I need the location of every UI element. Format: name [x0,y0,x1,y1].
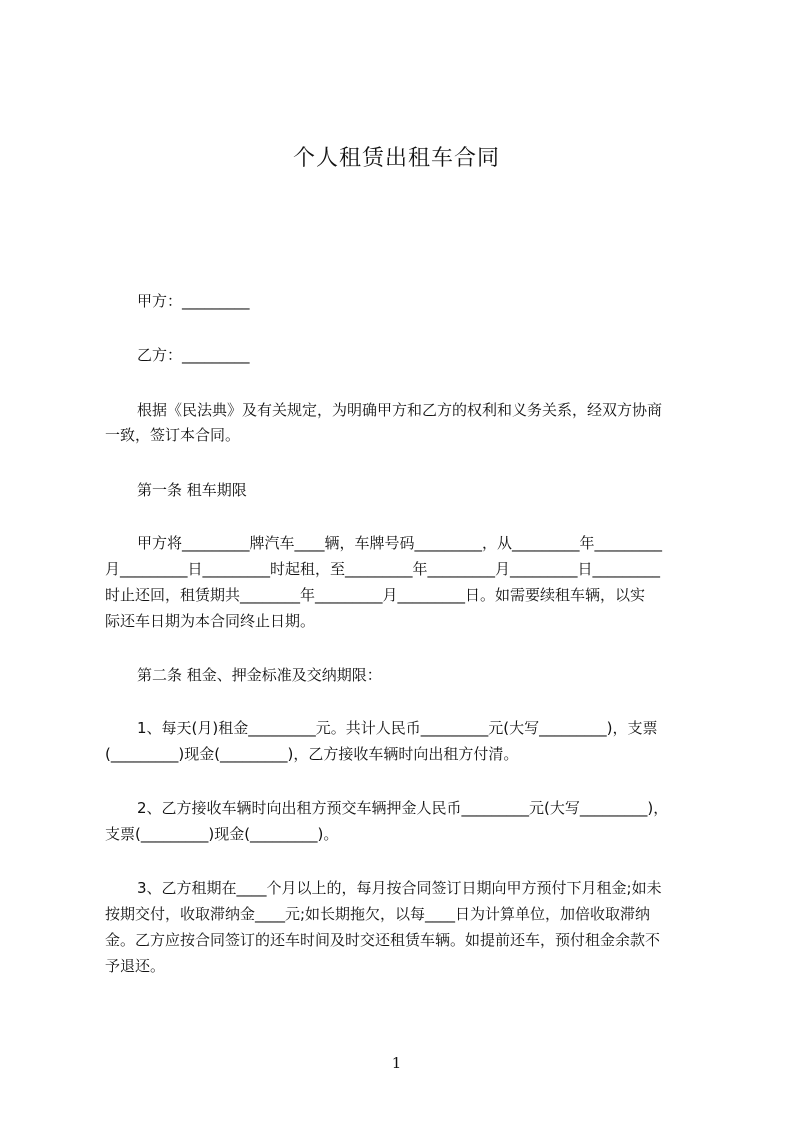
article1-line: 甲方将_________牌汽车____辆，车牌号码_________，从_________年_________ [137,534,663,552]
article1-line: 月_________日_________时起租，至_________年_________月_________日_________ [105,560,661,578]
article2-item3-line: 按期交付，收取滞纳金____元;如长期拖欠，以每____日为计算单位，加倍收取滞纳 [105,905,651,923]
party-a-line: 甲方：_________ [137,292,250,310]
document-title: 个人租赁出租车合同 [292,146,500,171]
article2-item3-line: 3、乙方租期在____个月以上的，每月按合同签订日期向甲方预付下月租金;如未 [137,879,662,897]
preamble-line: 根据《民法典》及有关规定，为明确甲方和乙方的权利和义务关系，经双方协商 [137,401,663,419]
article2-item3-line: 予退还。 [105,957,166,975]
article2-item1-line: 1、每天(月)租金_________元。共计人民币_________元(大写_________)，支票 [137,719,658,737]
article2-heading: 第二条 租金、押金标准及交纳期限： [137,666,382,684]
article2-item3-line: 金。乙方应按合同签订的还车时间及时交还租赁车辆。如提前还车，预付租金余款不 [105,931,661,949]
preamble-line: 一致，签订本合同。 [105,426,241,444]
article2-item1-line: (_________)现金(_________)，乙方接收车辆时向出租方付清。 [105,745,519,763]
article2-item2-line: 支票(_________)现金(_________)。 [105,825,339,843]
page-number: 1 [391,1054,402,1072]
article1-heading: 第一条 租车期限 [137,481,247,499]
party-b-line: 乙方：_________ [137,346,250,364]
article1-line: 时止还回，租赁期共________年_________月_________日。如需要续租车辆，以实 [105,586,646,604]
article1-line: 际还车日期为本合同终止日期。 [105,612,316,630]
article2-item2-line: 2、乙方接收车辆时向出租方预交车辆押金人民币_________元(大写_________)， [137,799,669,817]
